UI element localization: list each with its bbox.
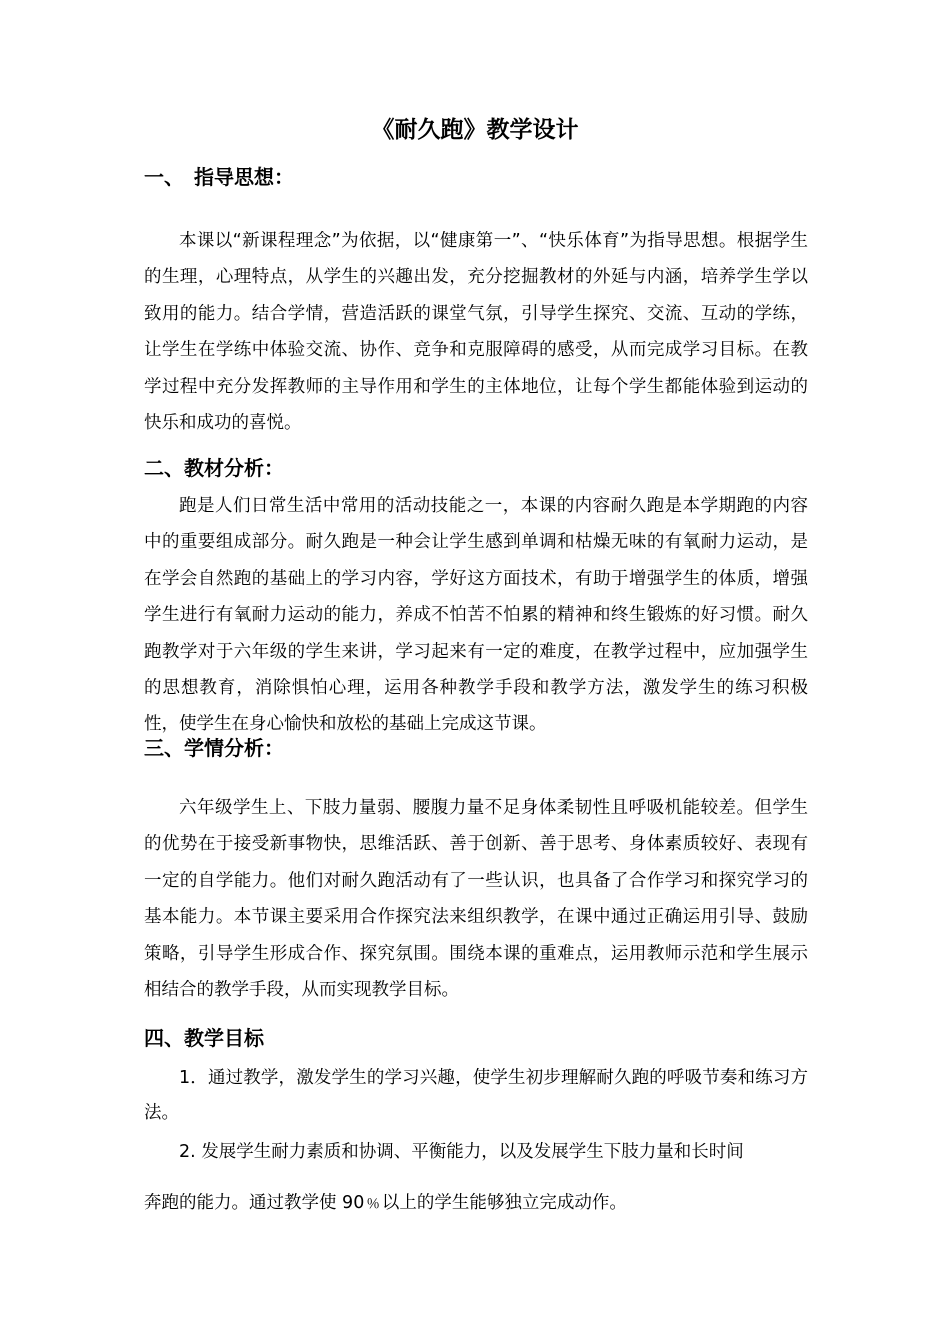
objective-item-2: 2. 发展学生耐力素质和协调、平衡能力，以及发展学生下肢力量和长时间 <box>179 1142 744 1162</box>
section-heading-material-analysis: 二、教材分析： <box>144 456 284 480</box>
objective-item-1: 1．通过教学，激发学生的学习兴趣，使学生初步理解耐久跑的呼吸节奏和练习方法。 <box>144 1068 808 1124</box>
document-title: 《耐久跑》教学设计 <box>371 117 579 143</box>
objective-item-2-continued: 奔跑的能力。通过教学使 90﹪以上的学生能够独立完成动作。 <box>144 1193 627 1213</box>
section-heading-guiding-ideology: 一、 指导思想： <box>144 165 294 189</box>
paragraph-material-analysis: 跑是人们日常生活中常用的活动技能之一，本课的内容耐久跑是本学期跑的内容中的重要组成部分。耐久跑是一种会让学生感到单调和枯燥无味的有氧耐力运动，是在学会自然跑的基础上的学习内容，学好这方面技术，有助于增强学生的体质，增强学生进行有氧耐力运动的能力，养成不怕苦不怕累的精神和终生锻炼的好习惯。耐久跑教学对于六年级的学生来讲，学习起来有一定的难度，在教学过程中，应加强学生的思想教育，消除惧怕心理，运用各种教学手段和教学方法，激发学生的练习积极性，使学生在身心愉快和放松的基础上完成这节课。 <box>144 496 808 735</box>
paragraph-learner-analysis: 六年级学生上、下肢力量弱、腰腹力量不足身体柔韧性且呼吸机能较差。但学生的优势在于接受新事物快，思维活跃、善于创新、善于思考、身体素质较好、表现有一定的自学能力。他们对耐久跑活动有了一些认识，也具备了合作学习和探究学习的基本能力。本节课主要采用合作探究法来组织教学，在课中通过正确运用引导、鼓励策略，引导学生形成合作、探究氛围。围绕本课的重难点，运用教师示范和学生展示相结合的教学手段，从而实现教学目标。 <box>144 798 808 1001</box>
section-heading-learner-analysis: 三、学情分析： <box>144 736 284 760</box>
paragraph-guiding-ideology: 本课以“新课程理念”为依据，以“健康第一”、“快乐体育”为指导思想。根据学生的生理，心理特点，从学生的兴趣出发，充分挖掘教材的外延与内涵，培养学生学以致用的能力。结合学情，营造活跃的课堂气氛，引导学生探究、交流、互动的学练，让学生在学练中体验交流、协作、竞争和克服障碍的感受，从而完成学习目标。在教学过程中充分发挥教师的主导作用和学生的主体地位，让每个学生都能体验到运动的快乐和成功的喜悦。 <box>144 231 808 434</box>
section-heading-teaching-objectives: 四、教学目标 <box>144 1026 264 1050</box>
